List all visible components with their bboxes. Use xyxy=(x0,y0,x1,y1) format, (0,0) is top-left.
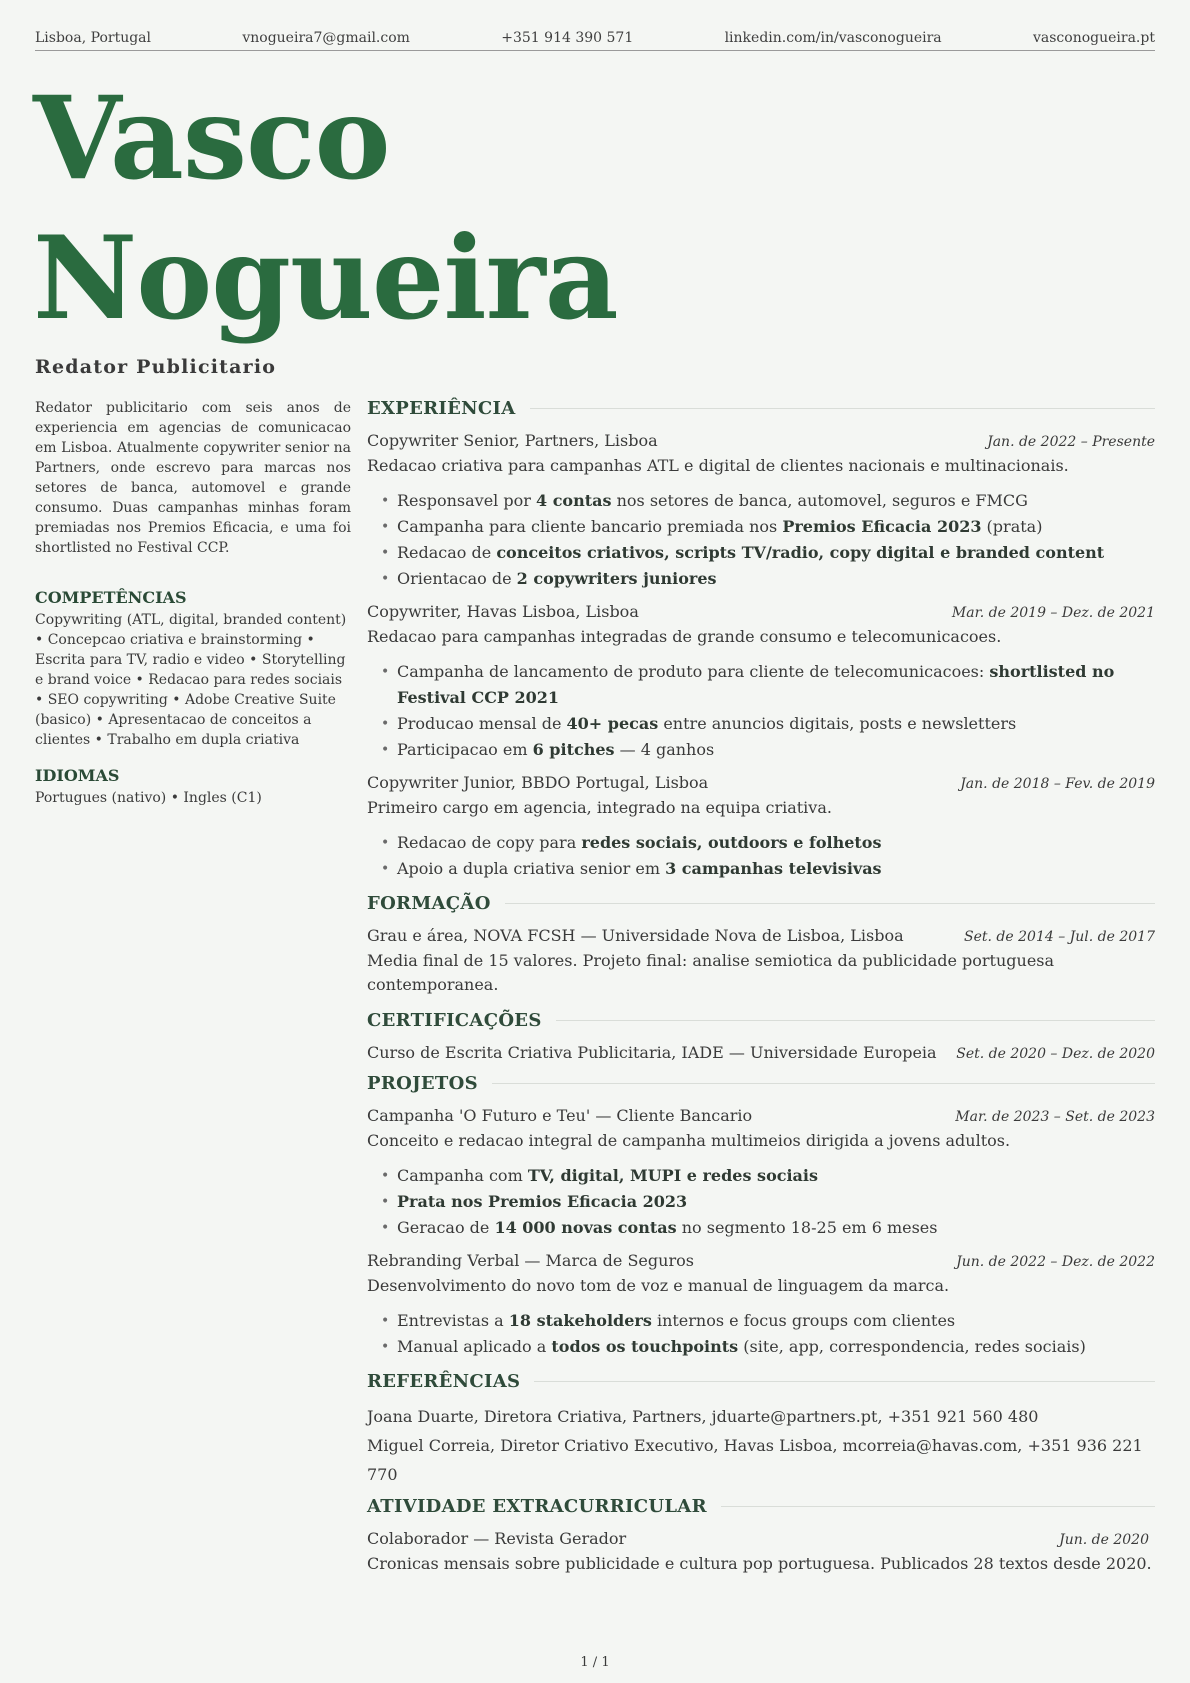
project-entry xyxy=(367,1104,1155,1241)
section-divider xyxy=(505,903,1155,904)
bullet-item: • Campanha com TV, digital, MUPI e redes sociais xyxy=(367,1163,1155,1189)
contact-linkedin[interactable]: linkedin.com/in/vasconogueira xyxy=(724,30,942,46)
entry-date: Jun. de 2020 xyxy=(1059,1532,1149,1548)
job-title: Redator Publicitario xyxy=(35,356,277,378)
education-entry xyxy=(367,924,1155,997)
page-number: 1 / 1 xyxy=(580,1655,610,1670)
experience-entry xyxy=(367,429,1155,592)
section-divider xyxy=(721,1506,1155,1507)
entry-description: Primeiro cargo em agencia, integrado na equipa criativa. xyxy=(367,798,832,817)
experience-entry xyxy=(367,771,1155,882)
entry-date: Jun. de 2022 – Dez. de 2022 xyxy=(956,1254,1155,1270)
bullet-item: • Participacao em 6 pitches — 4 ganhos xyxy=(367,737,1155,763)
bullet-item: • Producao mensal de 40+ pecas entre anuncios digitais, posts e newsletters xyxy=(367,711,1155,737)
contact-email[interactable]: vnogueira7@gmail.com xyxy=(242,30,410,46)
languages-text: Portugues (nativo) • Ingles (C1) xyxy=(35,790,262,806)
education-heading-label: FORMAÇÃO xyxy=(367,892,491,914)
references-heading xyxy=(367,1368,1155,1394)
entry-date: Mar. de 2023 – Set. de 2023 xyxy=(955,1109,1155,1125)
bullet-item: • Redacao de copy para redes sociais, outdoors e folhetos xyxy=(367,830,1155,856)
section-divider xyxy=(492,1083,1155,1084)
certifications-heading xyxy=(367,1007,1155,1033)
projects-heading xyxy=(367,1070,1155,1096)
experience-heading-label: EXPERIÊNCIA xyxy=(367,397,516,419)
entry-bullets xyxy=(367,1163,1155,1241)
skills-text: Copywriting (ATL, digital, branded content) • Concepcao criativa e brainstorming • Escrita para TV, radio e video • Storytelling e brand voice • Redacao para redes sociais • SEO copywriting • Adobe Creative Suite (basico) • Apresentacao de conceitos a clientes • Trabalho em dupla criativa xyxy=(35,612,347,748)
experience-heading xyxy=(367,395,1155,421)
entry-date: Jan. de 2022 – Presente xyxy=(987,434,1155,450)
entry-description: Media final de 15 valores. Projeto final: analise semiotica da publicidade portuguesa contemporanea. xyxy=(367,951,1055,994)
entry-title: Curso de Escrita Criativa Publicitaria, IADE — Universidade Europeia xyxy=(367,1043,937,1062)
education-heading xyxy=(367,890,1155,916)
languages-heading: IDIOMAS xyxy=(35,766,120,785)
bullet-item: • Orientacao de 2 copywriters juniores xyxy=(367,566,1155,592)
entry-title: Grau e área, NOVA FCSH — Universidade Nova de Lisboa, Lisboa xyxy=(367,926,904,945)
project-entry xyxy=(367,1249,1155,1360)
section-divider xyxy=(530,408,1155,409)
bullet-item: • Responsavel por 4 contas nos setores de banca, automovel, seguros e FMCG xyxy=(367,488,1155,514)
section-divider xyxy=(556,1020,1155,1021)
extracurricular-entry xyxy=(367,1527,1155,1576)
bullet-item: • Manual aplicado a todos os touchpoints (site, app, correspondencia, redes sociais) xyxy=(367,1334,1155,1360)
entry-bullets xyxy=(367,1308,1155,1360)
contact-location: Lisboa, Portugal xyxy=(35,30,151,46)
bullet-item: • Redacao de conceitos criativos, scripts TV/radio, copy digital e branded content xyxy=(367,540,1155,566)
summary-text: Redator publicitario com seis anos de experiencia em agencias de comunicacao em Lisboa. Atualmente copywriter senior na Partners, onde escrevo para marcas nos setores de banca, automovel e grande consumo. Duas campanhas minhas foram premiadas nos Premios Eficacia, e uma foi shortlisted no Festival CCP. xyxy=(35,400,351,556)
left-column xyxy=(35,398,351,824)
last-name: Nogueira xyxy=(33,211,618,345)
entry-date: Mar. de 2019 – Dez. de 2021 xyxy=(951,605,1155,621)
reference-item: Miguel Correia, Diretor Criativo Executivo, Havas Lisboa, mcorreia@havas.com, +351 936 221 770 xyxy=(367,1436,1143,1484)
entry-title: Campanha 'O Futuro e Teu' — Cliente Bancario xyxy=(367,1106,753,1125)
entry-bullets xyxy=(367,659,1155,763)
experience-entry xyxy=(367,600,1155,763)
entry-date: Set. de 2014 – Jul. de 2017 xyxy=(964,929,1155,945)
bullet-item: • Prata nos Premios Eficacia 2023 xyxy=(367,1189,1155,1215)
bullet-item: • Campanha para cliente bancario premiada nos Premios Eficacia 2023 (prata) xyxy=(367,514,1155,540)
entry-description: Cronicas mensais sobre publicidade e cultura pop portuguesa. Publicados 28 textos desde 2020. xyxy=(367,1554,1152,1573)
contact-row xyxy=(35,26,1155,51)
extracurricular-heading xyxy=(367,1493,1155,1519)
bullet-item: • Geracao de 14 000 novas contas no segmento 18-25 em 6 meses xyxy=(367,1215,1155,1241)
bullet-item: • Apoio a dupla criativa senior em 3 campanhas televisivas xyxy=(367,856,1155,882)
entry-title: Copywriter Senior, Partners, Lisboa xyxy=(367,431,658,450)
entry-description: Desenvolvimento do novo tom de voz e manual de linguagem da marca. xyxy=(367,1276,950,1295)
section-divider xyxy=(534,1381,1155,1382)
skills-heading: COMPETÊNCIAS xyxy=(35,588,187,607)
projects-heading-label: PROJETOS xyxy=(367,1072,478,1094)
entry-title: Copywriter, Havas Lisboa, Lisboa xyxy=(367,602,639,621)
bullet-item: • Campanha de lancamento de produto para cliente de telecomunicacoes: shortlisted no Festival CCP 2021 xyxy=(367,659,1155,711)
certifications-heading-label: CERTIFICAÇÕES xyxy=(367,1009,542,1031)
bullet-item: • Entrevistas a 18 stakeholders internos e focus groups com clientes xyxy=(367,1308,1155,1334)
entry-title: Rebranding Verbal — Marca de Seguros xyxy=(367,1251,694,1270)
contact-website[interactable]: vasconogueira.pt xyxy=(1032,30,1155,46)
right-column xyxy=(367,395,1155,1586)
extracurricular-heading-label: ATIVIDADE EXTRACURRICULAR xyxy=(367,1495,707,1517)
entry-bullets xyxy=(367,488,1155,592)
reference-item: Joana Duarte, Diretora Criativa, Partners, jduarte@partners.pt, +351 921 560 480 xyxy=(367,1407,1039,1426)
references-list xyxy=(367,1402,1155,1489)
contact-phone[interactable]: +351 914 390 571 xyxy=(501,30,634,46)
entry-date: Set. de 2020 – Dez. de 2020 xyxy=(956,1046,1155,1062)
entry-description: Redacao para campanhas integradas de grande consumo e telecomunicacoes. xyxy=(367,627,1002,646)
entry-bullets xyxy=(367,830,1155,882)
entry-title: Colaborador — Revista Gerador xyxy=(367,1529,627,1548)
entry-date: Jan. de 2018 – Fev. de 2019 xyxy=(960,776,1155,792)
candidate-name xyxy=(33,68,618,348)
entry-description: Redacao criativa para campanhas ATL e digital de clientes nacionais e multinacionais. xyxy=(367,456,1069,475)
entry-description: Conceito e redacao integral de campanha multimeios dirigida a jovens adultos. xyxy=(367,1131,1011,1150)
references-heading-label: REFERÊNCIAS xyxy=(367,1370,521,1392)
certification-entry xyxy=(367,1041,1155,1066)
first-name: Vasco xyxy=(33,71,390,205)
entry-title: Copywriter Junior, BBDO Portugal, Lisboa xyxy=(367,773,709,792)
